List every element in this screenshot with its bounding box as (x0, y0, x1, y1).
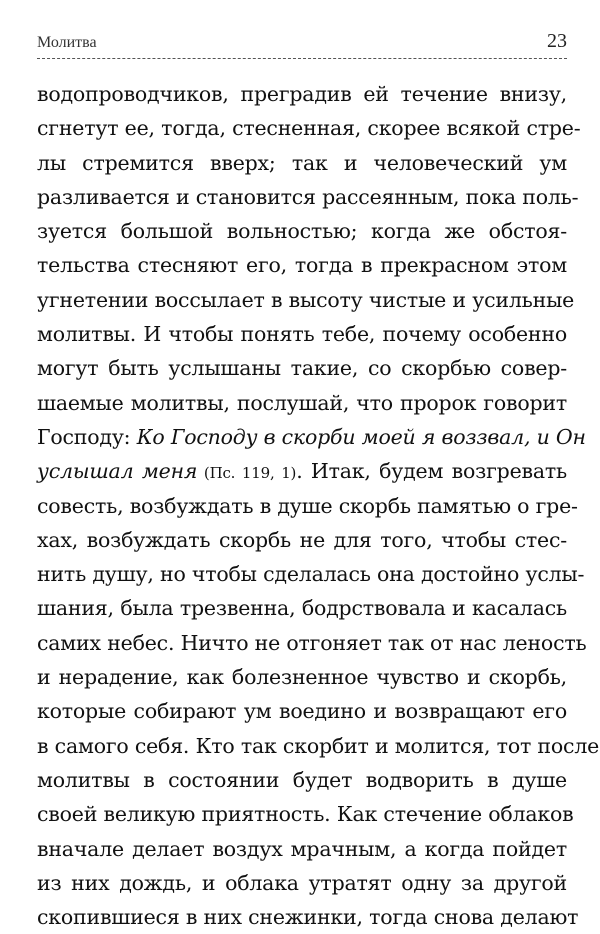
text-segment: молитвы в состоянии будет водворить в душе (37, 767, 567, 792)
text-segment: и нерадение, как болезненное чувство и скорбь, (37, 665, 567, 690)
text-line (37, 557, 585, 591)
text-line (37, 660, 567, 694)
text-line (37, 283, 575, 317)
text-segment: самих небес. Ничто не отгоняет так от нас леность (37, 630, 587, 655)
text-line (37, 420, 586, 454)
text-line (37, 900, 579, 934)
body-text (37, 77, 600, 934)
running-header (37, 22, 567, 59)
text-segment: своей великую приятность. Как стечение облаков (37, 802, 574, 827)
text-line (37, 489, 578, 523)
text-line (37, 111, 581, 145)
text-line (37, 763, 567, 797)
text-segment: в самого себя. Кто так скорбит и молится, тот после (37, 733, 600, 758)
text-line (37, 694, 567, 728)
text-segment: могут быть услышаны такие, со скорбью совер- (37, 356, 567, 381)
text-line (37, 386, 567, 420)
italic-quote: Ко Господу в скорби моей я воззвал, и Он (136, 424, 586, 449)
text-segment: шаемые молитвы, послушай, что пророк говорит (37, 390, 567, 415)
text-segment: которые собирают ум воедино и возвращают его (37, 699, 567, 724)
text-line (37, 797, 574, 831)
text-line (37, 146, 567, 180)
text-segment: хах, возбуждать скорбь не для того, чтобы стес- (37, 527, 567, 552)
text-line (37, 626, 587, 660)
text-segment: шания, была трезвенна, бодрствовала и касалась (37, 596, 567, 621)
text-line (37, 77, 567, 111)
scripture-reference: (Пс. 119, 1) (197, 464, 297, 483)
text-segment: нить душу, но чтобы сделалась она достойно услы- (37, 562, 585, 587)
text-segment: угнетении воссылает в высоту чистые и усильные (37, 287, 575, 312)
page-number: 23 (547, 30, 567, 52)
text-segment: совесть, возбуждать в душе скорбь памятью о гре- (37, 493, 578, 518)
text-segment: молитвы. И чтобы понять тебе, почему особенно (37, 322, 567, 347)
text-segment: зуется большой вольностью; когда же обстоя- (37, 219, 567, 244)
text-line (37, 214, 567, 248)
text-segment: тельства стесняют его, тогда в прекрасном этом (37, 253, 567, 278)
text-segment: водопроводчиков, преградив ей течение внизу, (37, 82, 567, 106)
text-line (37, 180, 579, 214)
text-segment: вначале делает воздух мрачным, а когда пойдет (37, 836, 567, 861)
text-line (37, 351, 567, 385)
text-segment: лы стремится вверх; так и человеческий ум (37, 150, 567, 175)
text-line (37, 866, 567, 900)
text-segment: из них дождь, и облака утратят одну за другой (37, 870, 567, 895)
text-segment: . Итак, будем возгревать (296, 459, 567, 484)
text-line (37, 454, 567, 488)
text-line (37, 248, 567, 282)
text-line (37, 832, 567, 866)
text-segment: сгнетут ее, тогда, стесненная, скорее всякой стре- (37, 116, 581, 141)
text-segment: разливается и становится рассеянным, пока поль- (37, 184, 579, 209)
text-segment: Господу: (37, 424, 137, 449)
text-line (37, 523, 567, 557)
running-title: Молитва (37, 34, 97, 51)
text-line (37, 729, 600, 763)
text-line (37, 317, 567, 351)
text-segment: скопившиеся в них снежинки, тогда снова делают (37, 905, 579, 930)
text-line (37, 591, 567, 625)
italic-quote: услышал меня (37, 459, 198, 484)
